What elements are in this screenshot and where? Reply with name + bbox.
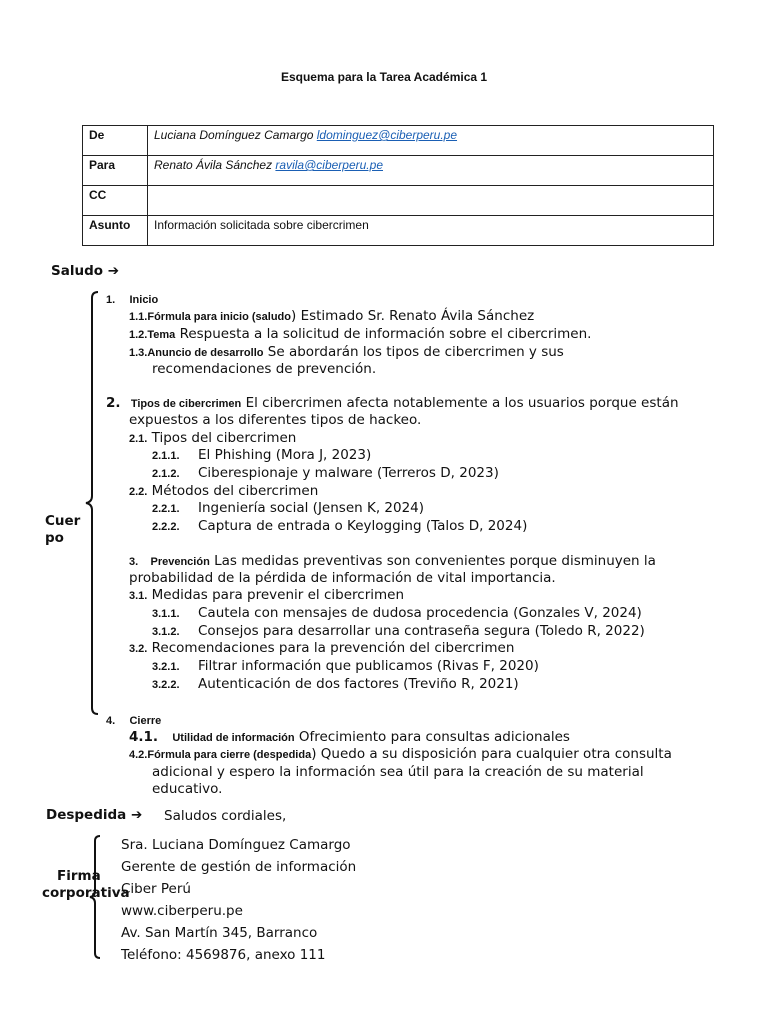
item-num: 1.3. xyxy=(129,347,148,359)
item-1-3-continued: recomendaciones de prevención. xyxy=(152,361,377,377)
item-num: 3.1.2. xyxy=(152,626,180,638)
cc-value xyxy=(148,186,714,216)
item-text: Recomendaciones para la prevención del cibercrimen xyxy=(151,640,515,656)
firma-label-2: corporativa xyxy=(42,885,130,901)
section-num: 3. xyxy=(129,556,139,568)
item-text: Respuesta a la solicitud de información sobre el cibercrimen. xyxy=(175,326,592,342)
item-num: 2.1.2. xyxy=(152,468,180,480)
item-text: Se abordarán los tipos de cibercrimen y sus xyxy=(263,344,564,360)
item-4-2-continued-2: educativo. xyxy=(152,781,223,797)
item-2-2-2 xyxy=(152,518,528,534)
document-title: Esquema para la Tarea Académica 1 xyxy=(280,70,488,84)
item-num: 3.2.1. xyxy=(152,661,180,673)
item-num: 3.2.2. xyxy=(152,679,180,691)
item-text: El Phishing (Mora J, 2023) xyxy=(198,447,372,463)
item-num: 2.2.2. xyxy=(152,521,180,533)
despedida-heading xyxy=(46,807,142,823)
section-label: Tipos de cibercrimen xyxy=(130,398,242,410)
item-text: Consejos para desarrollar una contraseña segura (Toledo R, 2022) xyxy=(198,623,645,639)
item-text: Ofrecimiento para consultas adicionales xyxy=(294,729,570,745)
item-num: 3.1. xyxy=(129,590,148,602)
item-num: 3.1.1. xyxy=(152,608,180,620)
section-title: Inicio xyxy=(129,294,159,306)
item-num: 4.1. xyxy=(129,729,159,745)
signature-line: Sra. Luciana Domínguez Camargo xyxy=(121,837,351,853)
section-text: El cibercrimen afecta notablemente a los usuarios porque están xyxy=(241,395,679,411)
para-email-link[interactable]: ravila@ciberperu.pe xyxy=(275,158,383,172)
saludo-heading xyxy=(51,263,119,279)
item-num: 2.1. xyxy=(129,433,148,445)
signature-line: Av. San Martín 345, Barranco xyxy=(121,925,318,941)
item-text: Ingeniería social (Jensen K, 2024) xyxy=(198,500,425,516)
signature-line: Teléfono: 4569876, anexo 111 xyxy=(121,947,326,963)
section-4-heading xyxy=(106,712,161,728)
item-3-1-2 xyxy=(152,623,645,639)
section-num: 4. xyxy=(106,715,116,727)
item-num: 4.2. xyxy=(129,749,148,761)
arrow-right-icon: ➔ xyxy=(131,807,143,823)
para-value xyxy=(148,156,714,186)
section-1-heading xyxy=(106,291,158,307)
item-1-1 xyxy=(129,308,534,324)
firma-label-1: Firma xyxy=(57,868,101,884)
item-2-1-2 xyxy=(152,465,499,481)
item-3-2-2 xyxy=(152,676,519,692)
section-num: 1. xyxy=(106,294,116,306)
item-label-close: ) xyxy=(311,746,317,762)
cuerpo-label-2: po xyxy=(45,530,64,546)
para-label: Para xyxy=(83,156,148,186)
signature-line: Gerente de gestión de información xyxy=(121,859,357,875)
section-2-heading xyxy=(106,395,679,411)
item-num: 2.2. xyxy=(129,486,148,498)
item-num: 3.2. xyxy=(129,643,148,655)
section-3-continued: probabilidad de la pérdida de información de vital importancia. xyxy=(129,570,556,586)
cc-label: CC xyxy=(83,186,148,216)
section-num: 2. xyxy=(106,395,121,411)
item-text: Quedo a su disposición para cualquier otra consulta xyxy=(316,746,672,762)
item-3-1 xyxy=(129,587,404,603)
para-name: Renato Ávila Sánchez xyxy=(154,158,273,172)
item-text: Medidas para prevenir el cibercrimen xyxy=(151,587,405,603)
item-4-2-continued-1: adicional y espero la información sea útil para la creación de su material xyxy=(152,764,644,780)
item-text: Ciberespionaje y malware (Terreros D, 2023) xyxy=(198,465,499,481)
de-label: De xyxy=(83,126,148,156)
section-title: Cierre xyxy=(129,715,162,727)
email-header-table xyxy=(82,125,714,246)
signature-line: Ciber Perú xyxy=(121,881,191,897)
item-text: Autenticación de dos factores (Treviño R, 2021) xyxy=(198,676,519,692)
header-row-cc xyxy=(83,186,714,216)
item-2-1-1 xyxy=(152,447,372,463)
item-4-1 xyxy=(129,729,570,745)
header-row-asunto xyxy=(83,216,714,246)
despedida-text: Saludos cordiales, xyxy=(164,808,287,824)
item-label: Fórmula para inicio (saludo xyxy=(147,311,291,323)
item-3-2 xyxy=(129,640,514,656)
de-name: Luciana Domínguez Camargo xyxy=(154,128,314,142)
despedida-label: Despedida xyxy=(46,807,127,823)
item-text: Cautela con mensajes de dudosa procedencia (Gonzales V, 2024) xyxy=(198,605,642,621)
header-row-de xyxy=(83,126,714,156)
item-2-2-1 xyxy=(152,500,425,516)
item-label-close: ) xyxy=(291,308,297,324)
signature-website-link[interactable]: www.ciberperu.pe xyxy=(121,903,243,919)
item-label: Tema xyxy=(147,329,176,341)
item-label: Utilidad de información xyxy=(172,732,295,744)
item-3-1-1 xyxy=(152,605,642,621)
item-text: Métodos del cibercrimen xyxy=(151,483,319,499)
asunto-value: Información solicitada sobre cibercrimen xyxy=(148,216,714,246)
item-text: Filtrar información que publicamos (Rivas F, 2020) xyxy=(198,658,539,674)
section-label: Prevención xyxy=(150,556,210,568)
cuerpo-brace xyxy=(84,290,106,716)
item-num: 1.1. xyxy=(129,311,148,323)
item-1-2 xyxy=(129,326,591,342)
de-value xyxy=(148,126,714,156)
item-1-3 xyxy=(129,344,564,360)
cuerpo-label-1: Cuer xyxy=(45,513,81,529)
item-num: 2.2.1. xyxy=(152,503,180,515)
item-3-2-1 xyxy=(152,658,539,674)
de-email-link[interactable]: ldominguez@ciberperu.pe xyxy=(316,128,458,142)
item-2-2 xyxy=(129,483,318,499)
item-num: 1.2. xyxy=(129,329,148,341)
item-label: Anuncio de desarrollo xyxy=(147,347,264,359)
section-3-heading xyxy=(129,553,656,569)
saludo-label: Saludo xyxy=(51,263,104,279)
item-text: Tipos del cibercrimen xyxy=(151,430,297,446)
item-label: Fórmula para cierre (despedida xyxy=(147,749,312,761)
item-text: Captura de entrada o Keylogging (Talos D, 2024) xyxy=(198,518,528,534)
arrow-right-icon: ➔ xyxy=(107,263,120,279)
item-text: Estimado Sr. Renato Ávila Sánchez xyxy=(296,308,535,324)
item-4-2 xyxy=(129,746,672,762)
header-row-para xyxy=(83,156,714,186)
section-text: Las medidas preventivas son convenientes porque disminuyen la xyxy=(209,553,656,569)
asunto-label: Asunto xyxy=(83,216,148,246)
section-2-continued: expuestos a los diferentes tipos de hackeo. xyxy=(129,412,422,428)
item-num: 2.1.1. xyxy=(152,450,180,462)
item-2-1 xyxy=(129,430,296,446)
